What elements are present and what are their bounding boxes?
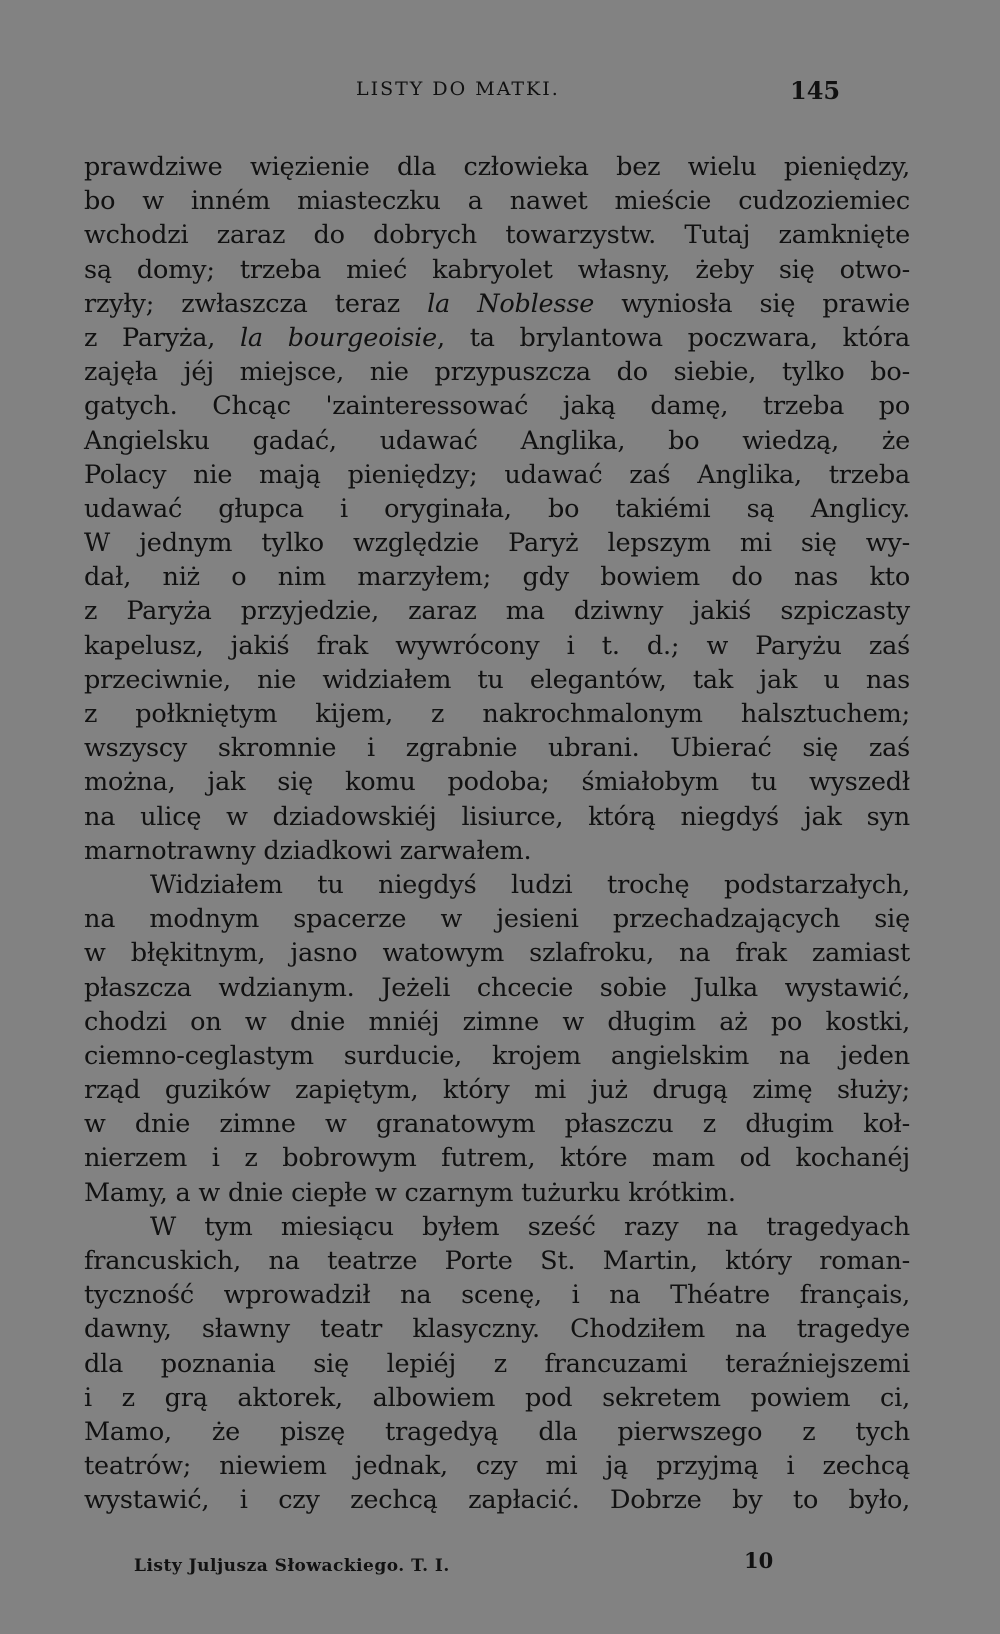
text-line: W tym miesiącu byłem sześć razy na tragedyach bbox=[150, 1211, 910, 1242]
text-line: Mamy, a w dnie ciepłe w czarnym tużurku krótkim. bbox=[84, 1177, 736, 1208]
text-line: są domy; trzeba mieć kabryolet własny, żeby się otwo- bbox=[84, 254, 910, 285]
text-line: kapelusz, jakiś frak wywrócony i t. d.; w Paryżu zaś bbox=[84, 630, 910, 661]
text-line: Mamo, że piszę tragedyą dla pierwszego z tych bbox=[84, 1416, 910, 1447]
text-line: zajęła jéj miejsce, nie przypuszcza do siebie, tylko bo- bbox=[84, 357, 910, 388]
text-line: Polacy nie mają pieniędzy; udawać zaś Anglika, trzeba bbox=[84, 459, 910, 490]
text-segment: wyniosła się prawie bbox=[594, 288, 910, 319]
text-line: ciemno-ceglastym surducie, krojem angielskim na jeden bbox=[84, 1040, 910, 1071]
text-line: wszyscy skromnie i zgrabnie ubrani. Ubierać się zaś bbox=[84, 733, 910, 764]
footer-signature: Listy Juljusza Słowackiego. T. I. bbox=[134, 1556, 450, 1576]
text-line: gatych. Chcąc 'zainteressować jaką damę, trzeba po bbox=[84, 391, 910, 422]
footer-sheet-number: 10 bbox=[744, 1548, 774, 1573]
text-line: marnotrawny dziadkowi zarwałem. bbox=[84, 835, 532, 866]
text-line: w dnie zimne w granatowym płaszczu z długim koł- bbox=[84, 1109, 910, 1140]
text-line: przeciwnie, nie widziałem tu elegantów, tak jak u nas bbox=[84, 664, 910, 695]
text-line: i z grą aktorek, albowiem pod sekretem powiem ci, bbox=[84, 1382, 910, 1413]
text-line: teatrów; niewiem jednak, czy mi ją przyjmą i zechcą bbox=[84, 1451, 910, 1482]
text-line: chodzi on w dnie mniéj zimne w długim aż po kostki, bbox=[84, 1006, 910, 1037]
page-number: 145 bbox=[790, 76, 841, 105]
text-segment: rzyły; zwłaszcza teraz bbox=[84, 288, 428, 319]
text-line: Angielsku gadać, udawać Anglika, bo wiedzą, że bbox=[84, 425, 910, 456]
text-line: rząd guzików zapiętym, który mi już drugą zimę służy; bbox=[84, 1075, 910, 1106]
text-line: dla poznania się lepiéj z francuzami teraźniejszemi bbox=[84, 1348, 910, 1379]
italic-phrase: la Noblesse bbox=[427, 288, 595, 319]
text-line: dał, niż o nim marzyłem; gdy bowiem do nas kto bbox=[84, 562, 910, 593]
text-line: płaszcza wdzianym. Jeżeli chcecie sobie Julka wystawić, bbox=[84, 972, 910, 1003]
text-line: francuskich, na teatrze Porte St. Martin, który roman- bbox=[84, 1246, 910, 1276]
text-line bbox=[84, 321, 910, 355]
text-line: z połkniętym kijem, z nakrochmalonym halsztuchem; bbox=[84, 699, 910, 729]
text-line: w błękitnym, jasno watowym szlafroku, na frak zamiast bbox=[84, 938, 910, 969]
text-line: Widziałem tu niegdyś ludzi trochę podstarzałych, bbox=[150, 869, 910, 900]
text-line: na modnym spacerze w jesieni przechadzających się bbox=[84, 904, 910, 935]
text-line: tyczność wprowadził na scenę, i na Théatre français, bbox=[84, 1280, 910, 1311]
text-line: można, jak się komu podoba; śmiałobym tu wyszedł bbox=[84, 767, 910, 798]
text-line: na ulicę w dziadowskiéj lisiurce, którą niegdyś jak syn bbox=[84, 801, 910, 832]
running-title: LISTY DO MATKI. bbox=[356, 78, 560, 100]
italic-phrase: la bourgeoisie bbox=[239, 322, 438, 353]
text-line: nierzem i z bobrowym futrem, które mam od kochanéj bbox=[84, 1143, 910, 1174]
text-line: udawać głupca i oryginała, bo takiémi są Anglicy. bbox=[84, 493, 910, 524]
text-line: bo w inném miasteczku a nawet mieście cudzoziemiec bbox=[84, 186, 910, 217]
text-line: dawny, sławny teatr klasyczny. Chodziłem na tragedye bbox=[84, 1314, 910, 1345]
text-segment: , ta brylantowa poczwara, która bbox=[437, 322, 910, 353]
text-line bbox=[84, 287, 910, 321]
text-line: prawdziwe więzienie dla człowieka bez wielu pieniędzy, bbox=[84, 152, 910, 182]
text-line: z Paryża przyjedzie, zaraz ma dziwny jakiś szpiczasty bbox=[84, 596, 910, 627]
text-segment: z Paryża, bbox=[84, 322, 240, 353]
text-line: W jednym tylko względzie Paryż lepszym mi się wy- bbox=[84, 528, 910, 559]
body-text bbox=[84, 150, 910, 1518]
text-line: wystawić, i czy zechcą zapłacić. Dobrze by to było, bbox=[84, 1485, 910, 1516]
text-line: wchodzi zaraz do dobrych towarzystw. Tutaj zamknięte bbox=[84, 220, 910, 251]
